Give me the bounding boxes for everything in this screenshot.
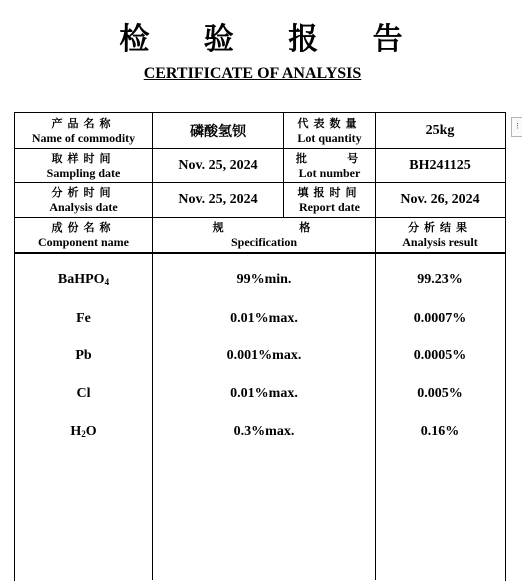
document-title-english: CERTIFICATE OF ANALYSIS — [143, 65, 362, 82]
label-lot-number: 批 号 Lot number — [295, 151, 364, 180]
report-date-value: Nov. 26, 2024 — [400, 192, 480, 207]
commodity-value: 磷酸氢钡 — [190, 123, 246, 140]
component-name: Cl — [76, 386, 91, 401]
specification-value: 99%min. — [236, 272, 292, 287]
component-name: Pb — [75, 348, 92, 363]
column-header-component: 成份名称 Component name — [37, 221, 129, 249]
lot-number-value: BH241125 — [409, 157, 471, 173]
column-header-analysis-result: 分析结果 Analysis result — [402, 221, 478, 249]
result-value: 0.16% — [420, 424, 460, 439]
label-report-date: 填报时间 Report date — [297, 186, 362, 214]
analysis-date-value: Nov. 25, 2024 — [178, 192, 258, 207]
component-name: BaHPO$_4$ — [57, 272, 110, 287]
label-name-of-commodity: 产品名称 Name of commodity — [31, 116, 136, 145]
column-header-specification: 规 格 Specification — [212, 221, 316, 249]
label-sampling-date: 取样时间 Sampling date — [46, 151, 121, 180]
label-lot-quantity: 代表数量 Lot quantity — [297, 116, 362, 145]
specification-value: 0.01%max. — [230, 386, 298, 401]
specification-value: 0.3%max. — [233, 424, 295, 439]
result-value: 0.0005% — [413, 348, 467, 363]
label-analysis-date: 分析时间 Analysis date — [49, 186, 118, 214]
result-value: 0.005% — [417, 386, 463, 401]
lot-quantity-value: 25kg — [425, 122, 455, 138]
result-value: 99.23% — [417, 272, 463, 287]
component-name: $H_2O$ — [70, 424, 97, 439]
component-name: Fe — [76, 311, 91, 326]
sampling-date-value: Nov. 25, 2024 — [178, 157, 258, 173]
result-value: 0.0007% — [413, 311, 467, 326]
document-title-chinese: 检 验 报 告 — [119, 22, 425, 57]
specification-value: 0.001%max. — [226, 348, 302, 363]
side-tab-icon[interactable]: ⁝ — [511, 117, 522, 137]
table-header-divider — [14, 252, 505, 254]
specification-value: 0.01%max. — [230, 311, 298, 326]
